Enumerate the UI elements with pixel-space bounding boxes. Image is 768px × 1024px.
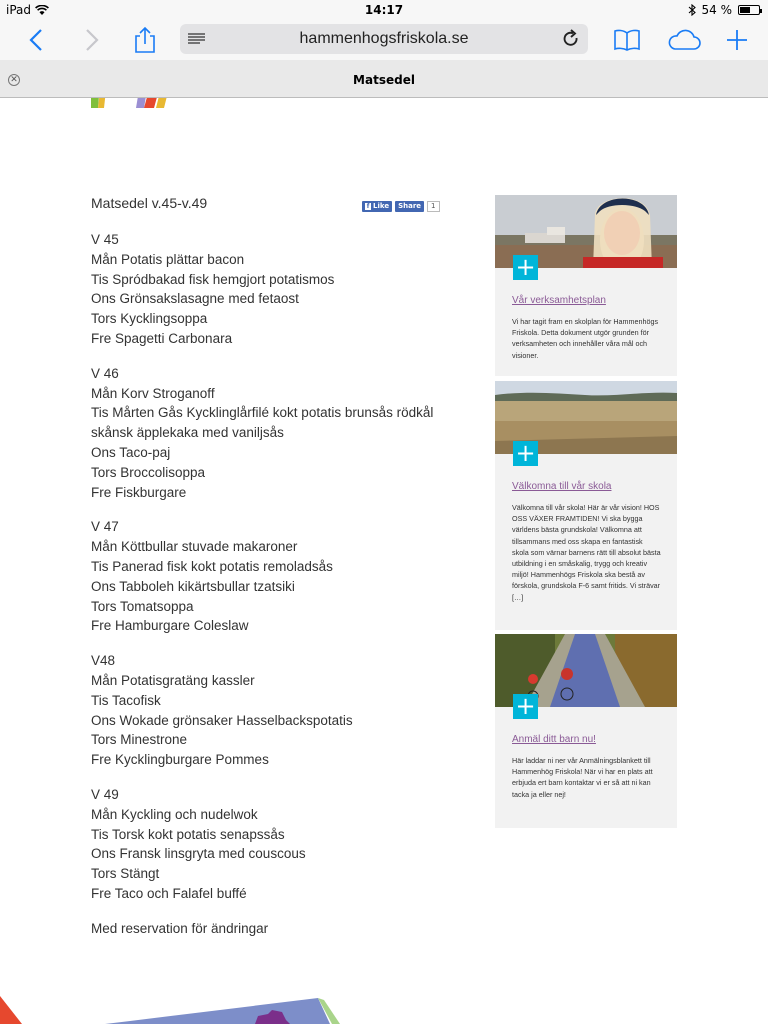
sidebar-card-anmal[interactable] <box>495 634 677 828</box>
card-excerpt: Välkomna till vår skola! Här är vår vision! HOS OSS VÄXER FRAMTIDEN! Vi ska bygga världens bästa grundskola! Välkomna att tillsammans med oss skapa en fantastisk skola som värnar barnens rätt till absolut bästa utbildning i en småskalig, trygg och kreativ miljö! Hammenhögs Friskola ska bestå av förskola, grundskola F-6 samt fritids. Vi strävar […] <box>512 503 661 602</box>
card-title-link[interactable]: Välkomna till vår skola <box>512 481 612 492</box>
battery-icon <box>738 5 760 15</box>
card-title-link[interactable]: Vår verksamhetsplan <box>512 295 606 306</box>
sidebar-card-verksamhetsplan[interactable] <box>495 195 677 376</box>
footer-decoration <box>0 990 768 1024</box>
menu-day-line: Mån Köttbullar stuvade makaroner <box>91 539 298 555</box>
menu-day-line: Ons Grönsakslasagne med fetaost <box>91 291 299 307</box>
menu-day-line: Tors Kycklingsoppa <box>91 311 208 327</box>
week-label: V 47 <box>91 519 119 535</box>
menu-day-line: Mån Potatisgratäng kassler <box>91 672 255 688</box>
week-block <box>91 785 451 904</box>
card-excerpt: Här laddar ni ner vår Anmälningsblankett till Hammenhög Friskola! När vi har en plats att erbjuda ert barn kontaktar vi er så att ni kan tacka ja eller nej! <box>512 756 653 799</box>
back-button[interactable] <box>24 24 48 56</box>
menu-day-line: skånsk äpplekaka med vaniljsås <box>91 425 284 441</box>
menu-day-line: Fre Hamburgare Coleslaw <box>91 618 249 634</box>
url-text: hammenhogsfriskola.se <box>299 30 469 47</box>
new-tab-button[interactable] <box>724 24 750 56</box>
status-bar <box>0 0 768 20</box>
bookmarks-button[interactable] <box>612 24 642 56</box>
week-label: V 46 <box>91 365 119 381</box>
card-title-link[interactable]: Anmäl ditt barn nu! <box>512 734 596 745</box>
menu-day-line: Tis Tacofisk <box>91 692 161 708</box>
share-label: Share <box>398 202 422 210</box>
menu-day-line: Tors Stängt <box>91 866 160 882</box>
week-list <box>91 230 451 904</box>
menu-day-line: Tis Spródbakad fisk hemgjort potatismos <box>91 271 335 287</box>
reload-icon[interactable] <box>562 29 580 49</box>
plus-icon <box>726 29 748 51</box>
chevron-right-icon <box>85 28 99 52</box>
menu-day-line: Ons Fransk linsgryta med couscous <box>91 846 306 862</box>
menu-day-line: Tors Minestrone <box>91 732 188 748</box>
menu-day-line: Ons Wokade grönsaker Hasselbackspotatis <box>91 712 353 728</box>
icloud-tabs-button[interactable] <box>666 24 702 56</box>
forward-button[interactable] <box>80 24 104 56</box>
cloud-icon <box>667 29 701 51</box>
week-block <box>91 517 451 636</box>
menu-day-line: Tors Tomatsoppa <box>91 598 194 614</box>
battery-percent: 54 % <box>701 3 732 17</box>
like-count: 1 <box>427 201 439 212</box>
menu-day-line: Tis Torsk kokt potatis senapssås <box>91 826 285 842</box>
card-excerpt: Vi har tagit fram en skolplan för Hammenhögs Friskola. Detta dokument utgör grunden för verksamheten och innehåller våra mål och visioner. <box>512 317 659 360</box>
like-label: Like <box>373 202 390 210</box>
menu-day-line: Fre Spagetti Carbonara <box>91 330 233 346</box>
week-block <box>91 364 451 503</box>
menu-day-line: Fre Taco och Falafel buffé <box>91 885 247 901</box>
menu-day-line: Fre Kycklingburgare Pommes <box>91 752 269 768</box>
menu-day-line: Tis Panerad fisk kokt potatis remoladsås <box>91 558 333 574</box>
browser-toolbar <box>0 20 768 60</box>
week-block <box>91 651 451 770</box>
menu-day-line: Tis Mårten Gås Kycklinglårfilé kokt potatis brunsås rödkål <box>91 405 434 421</box>
menu-day-line: Ons Taco-paj <box>91 444 171 460</box>
device-label: iPad <box>6 3 32 17</box>
expand-plus-icon[interactable]: + <box>513 441 538 466</box>
address-bar[interactable] <box>180 24 588 54</box>
menu-content <box>91 195 451 939</box>
tab-bar <box>0 60 768 98</box>
menu-day-line: Ons Tabboleh kikärtsbullar tzatsiki <box>91 578 295 594</box>
week-label: V 45 <box>91 232 119 247</box>
chevron-left-icon <box>29 28 43 52</box>
menu-day-line: Mån Korv Stroganoff <box>91 385 215 401</box>
bluetooth-icon <box>688 4 696 16</box>
week-label: V 49 <box>91 786 119 802</box>
book-icon <box>613 29 641 51</box>
menu-day-line: Tors Broccolisoppa <box>91 464 206 480</box>
week-label: V48 <box>91 653 116 669</box>
facebook-icon: f <box>366 203 370 210</box>
share-icon <box>134 26 156 54</box>
menu-day-line: Fre Fiskburgare <box>91 484 187 500</box>
page-title: Matsedel v.45-v.49 <box>91 195 208 211</box>
sidebar-card-valkomna[interactable] <box>495 381 677 630</box>
share-button[interactable] <box>132 24 158 56</box>
week-block <box>91 230 451 349</box>
expand-plus-icon[interactable]: + <box>513 255 538 280</box>
tab-title[interactable]: Matsedel <box>353 73 415 87</box>
expand-plus-icon[interactable]: + <box>513 694 538 719</box>
clock: 14:17 <box>364 3 404 17</box>
disclaimer: Med reservation för ändringar <box>91 920 269 936</box>
menu-day-line: Mån Kyckling och nudelwok <box>91 806 258 822</box>
menu-day-line: Mån Potatis plättar bacon <box>91 251 245 267</box>
close-tab-icon[interactable]: ✕ <box>8 74 20 86</box>
